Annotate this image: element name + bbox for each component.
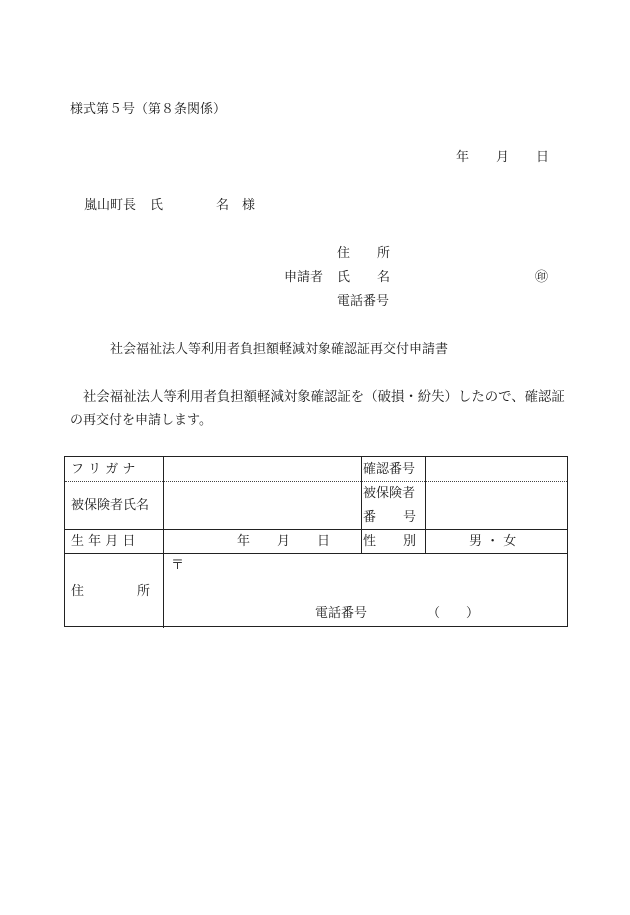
birth-day-label: 日: [317, 534, 331, 549]
table-divider: [65, 529, 567, 530]
address-label-1: 住: [71, 584, 85, 599]
addressee-name-label-2: 名: [216, 198, 230, 213]
date-month-label: 月: [496, 150, 510, 165]
form-number: 様式第５号（第８条関係）: [70, 102, 227, 117]
birth-year-label: 年: [237, 534, 251, 549]
address-label-2: 所: [137, 584, 151, 599]
applicant-address-label-1: 住: [337, 246, 351, 261]
insured-name-input[interactable]: [164, 483, 360, 527]
confirmation-number-label: 確認番号: [363, 462, 416, 477]
applicant-name-label-2: 名: [377, 270, 391, 285]
address-input[interactable]: [187, 557, 565, 597]
seal-mark: ㊞: [535, 270, 549, 285]
table-divider: [65, 553, 567, 554]
sex-label-2: 別: [403, 534, 417, 549]
addressee-title: 嵐山町長: [84, 198, 137, 213]
insured-name-label: 被保険者氏名: [71, 498, 150, 513]
application-form-table: [64, 456, 568, 627]
insured-number-label-2a: 番: [363, 510, 377, 525]
applicant-name-label-1: 氏: [337, 270, 351, 285]
insured-number-label-1: 被保険者: [363, 486, 416, 501]
table-phone-paren: （ ）: [427, 606, 480, 621]
addressee-honorific: 様: [242, 198, 256, 213]
table-divider: [65, 481, 567, 482]
date-day-label: 日: [536, 150, 550, 165]
furigana-label: フ リ ガ ナ: [71, 462, 136, 477]
confirmation-number-input[interactable]: [426, 459, 566, 479]
body-line-1: 社会福祉法人等利用者負担額軽減対象確認証を（破損・紛失）したので、確認証: [83, 390, 565, 405]
birth-date-label: 生 年 月 日: [71, 534, 136, 549]
insured-number-input[interactable]: [426, 483, 566, 527]
date-year-label: 年: [456, 150, 470, 165]
table-divider: [361, 457, 362, 553]
furigana-input[interactable]: [164, 459, 360, 479]
table-phone-label: 電話番号: [315, 606, 368, 621]
sex-label-1: 性: [363, 534, 377, 549]
applicant-phone-label: 電話番号: [337, 294, 390, 309]
addressee-name-label-1: 氏: [150, 198, 164, 213]
document-title: 社会福祉法人等利用者負担額軽減対象確認証再交付申請書: [110, 342, 449, 357]
birth-month-label: 月: [277, 534, 291, 549]
insured-number-label-2b: 号: [403, 510, 417, 525]
applicant-label: 申請者: [284, 270, 324, 285]
applicant-address-label-2: 所: [377, 246, 391, 261]
postal-mark: 〒: [171, 558, 185, 573]
body-line-2: の再交付を申請します。: [70, 413, 212, 428]
sex-options[interactable]: 男 ・ 女: [469, 534, 517, 549]
